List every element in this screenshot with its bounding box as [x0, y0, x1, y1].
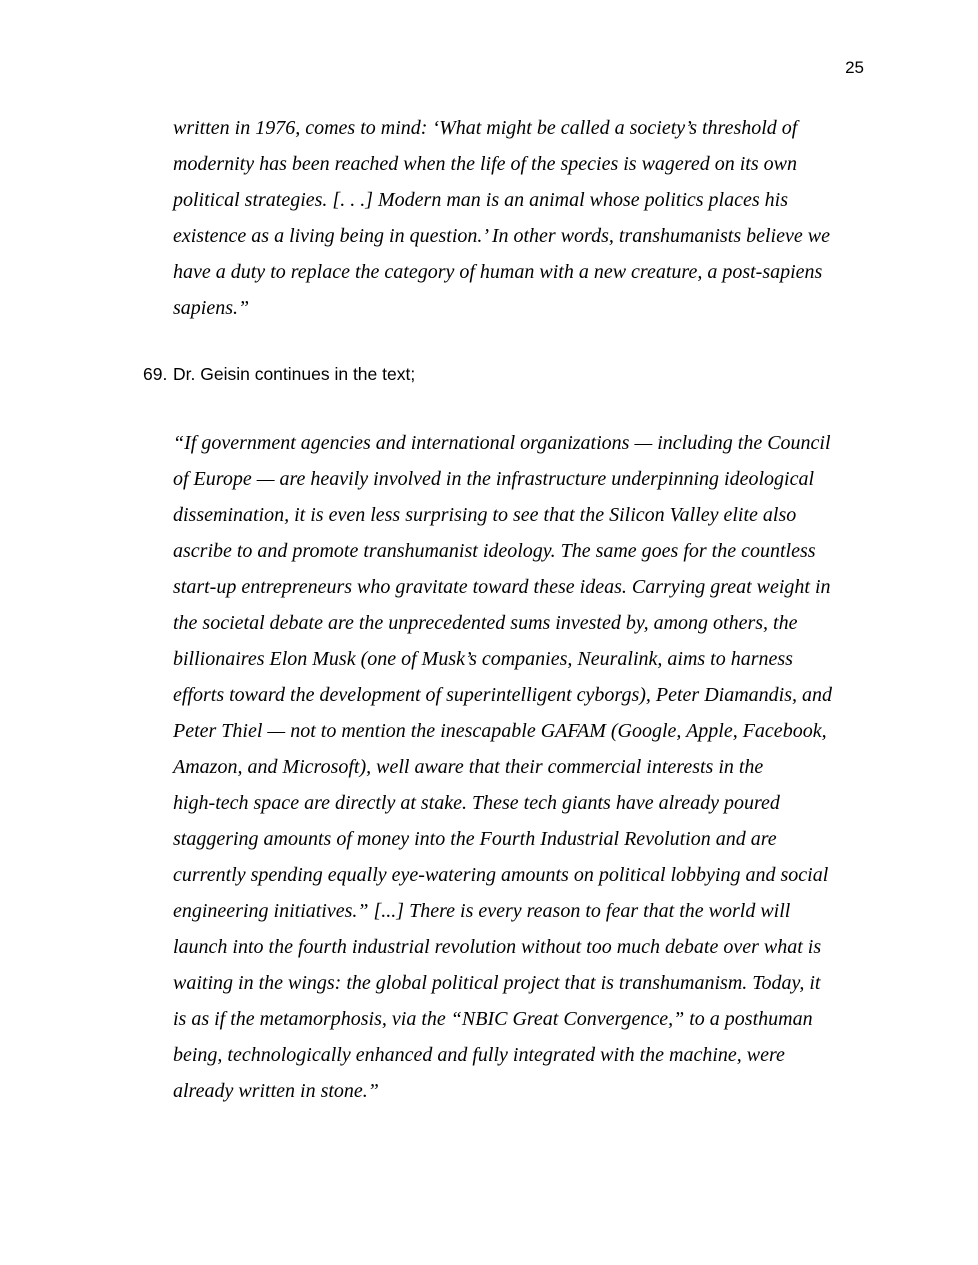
quote-line: “If government agencies and international organizations — including the Council — [173, 432, 831, 454]
quote-line: staggering amounts of money into the Fourth Industrial Revolution and are — [173, 828, 777, 850]
quote-line: ascribe to and promote transhumanist ideology. The same goes for the countless — [173, 540, 816, 562]
quote-line: currently spending equally eye-watering amounts on political lobbying and social — [173, 864, 829, 886]
quote-line: modernity has been reached when the life of the species is wagered on its own — [173, 153, 797, 175]
quote-line: have a duty to replace the category of human with a new creature, a post-sapiens — [173, 261, 823, 283]
block-quote-geisin — [173, 425, 873, 1109]
quote-line: efforts toward the development of superintelligent cyborgs), Peter Diamandis, and — [173, 684, 832, 706]
quote-line: being, technologically enhanced and fully integrated with the machine, were — [173, 1044, 785, 1066]
quote-line: of Europe — are heavily involved in the infrastructure underpinning ideological — [173, 468, 814, 490]
quote-line: dissemination, it is even less surprising to see that the Silicon Valley elite also — [173, 504, 797, 526]
quote-line: sapiens.” — [173, 297, 250, 319]
quote-line: start-up entrepreneurs who gravitate toward these ideas. Carrying great weight in — [173, 576, 831, 598]
paragraph-number: 69. — [143, 364, 168, 384]
quote-line: written in 1976, comes to mind: ‘What might be called a society’s threshold of — [173, 117, 798, 139]
page-number: 25 — [845, 58, 864, 77]
block-quote-continued — [173, 110, 873, 326]
quote-line: billionaires Elon Musk (one of Musk’s companies, Neuralink, aims to harness — [173, 648, 793, 670]
quote-line: the societal debate are the unprecedented sums invested by, among others, the — [173, 612, 798, 634]
quote-line: launch into the fourth industrial revolution without too much debate over what is — [173, 936, 822, 958]
quote-line: is as if the metamorphosis, via the “NBIC Great Convergence,” to a posthuman — [173, 1008, 813, 1030]
quote-line: Peter Thiel — not to mention the inescapable GAFAM (Google, Apple, Facebook, — [173, 720, 827, 742]
numbered-paragraph-69 — [143, 363, 863, 385]
quote-line: waiting in the wings: the global political project that is transhumanism. Today, it — [173, 972, 821, 994]
paragraph-text: Dr. Geisin continues in the text; — [173, 364, 416, 384]
quote-line: high-tech space are directly at stake. These tech giants have already poured — [173, 792, 780, 814]
quote-line: engineering initiatives.” [...] There is every reason to fear that the world will — [173, 900, 791, 922]
quote-line: already written in stone.” — [173, 1080, 379, 1102]
quote-line: political strategies. [. . .] Modern man is an animal whose politics places his — [173, 189, 788, 211]
quote-line: existence as a living being in question.’ In other words, transhumanists believe we — [173, 225, 830, 247]
quote-line: Amazon, and Microsoft), well aware that their commercial interests in the — [173, 756, 764, 778]
